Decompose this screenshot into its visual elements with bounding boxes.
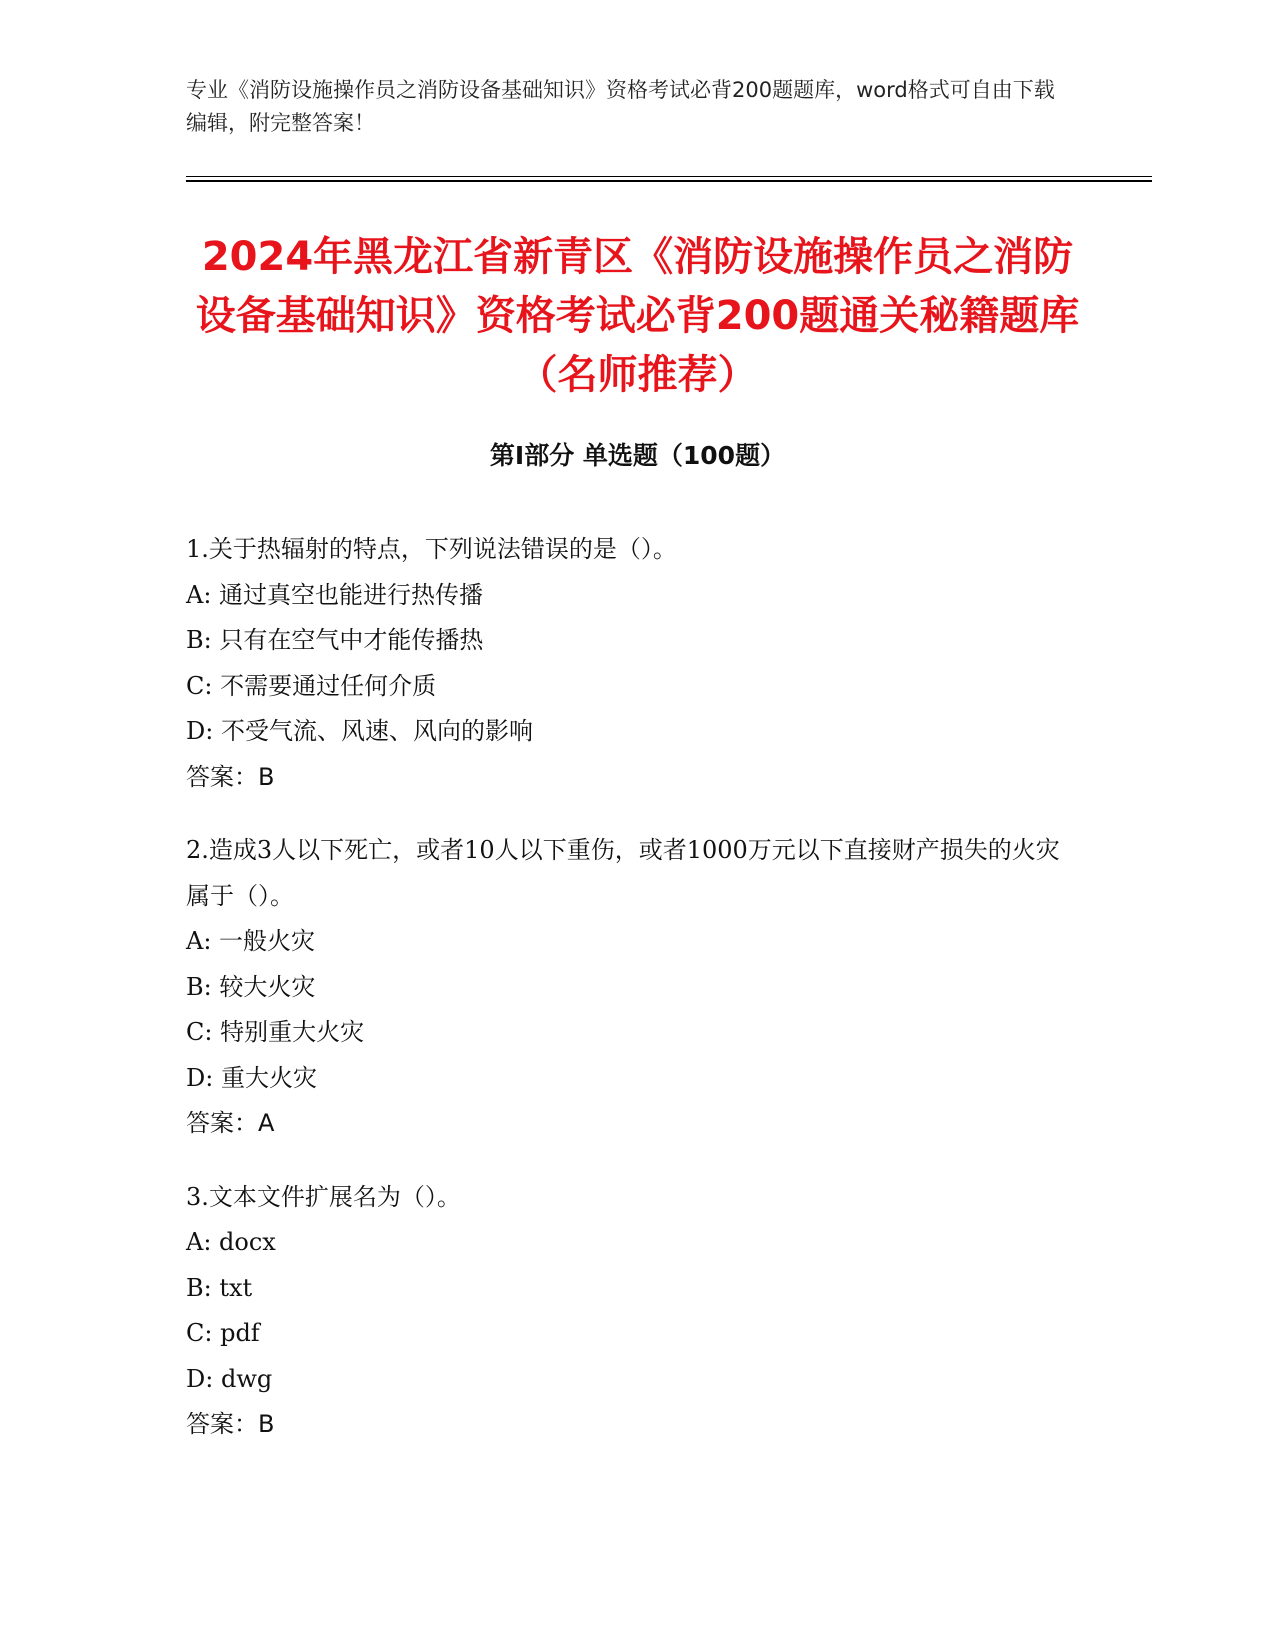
option-d: D: 不受气流、风速、风向的影响 <box>186 717 533 745</box>
header-divider <box>186 176 1152 182</box>
question-stem: 1.关于热辐射的特点，下列说法错误的是（）。 <box>186 535 677 563</box>
question-item <box>186 527 1066 800</box>
answer: 答案：B <box>186 762 275 791</box>
question-list <box>186 527 1066 1476</box>
question-item <box>186 1175 1066 1448</box>
option-b: B: txt <box>186 1273 253 1302</box>
option-a: A: 一般火灾 <box>186 927 316 955</box>
answer: 答案：A <box>186 1109 275 1137</box>
option-b: B: 较大火灾 <box>186 972 316 1001</box>
question-stem: 3.文本文件扩展名为（）。 <box>186 1182 461 1211</box>
question-stem: 2.造成3人以下死亡，或者10人以下重伤，或者1000万元以下直接财产损失的火灾属于（）。 <box>186 836 1060 910</box>
document-title: 2024年黑龙江省新青区《消防设施操作员之消防设备基础知识》资格考试必背200题通关秘籍题库（名师推荐） <box>195 234 1080 398</box>
option-a: A: 通过真空也能进行热传播 <box>186 580 484 609</box>
option-b: B: 只有在空气中才能传播热 <box>186 626 484 654</box>
option-d: D: 重大火灾 <box>186 1063 317 1092</box>
option-d: D: dwg <box>186 1364 273 1393</box>
option-c: C: 特别重大火灾 <box>186 1018 365 1046</box>
answer: 答案：B <box>186 1410 275 1438</box>
option-a: A: docx <box>186 1228 276 1256</box>
option-c: C: pdf <box>186 1319 260 1347</box>
section-heading: 第I部分 单选题（100题） <box>489 441 786 470</box>
option-c: C: 不需要通过任何介质 <box>186 671 437 700</box>
question-item <box>186 828 1066 1147</box>
header-note: 专业《消防设施操作员之消防设备基础知识》资格考试必背200题题库，word格式可自由下载编辑，附完整答案！ <box>186 78 1055 135</box>
